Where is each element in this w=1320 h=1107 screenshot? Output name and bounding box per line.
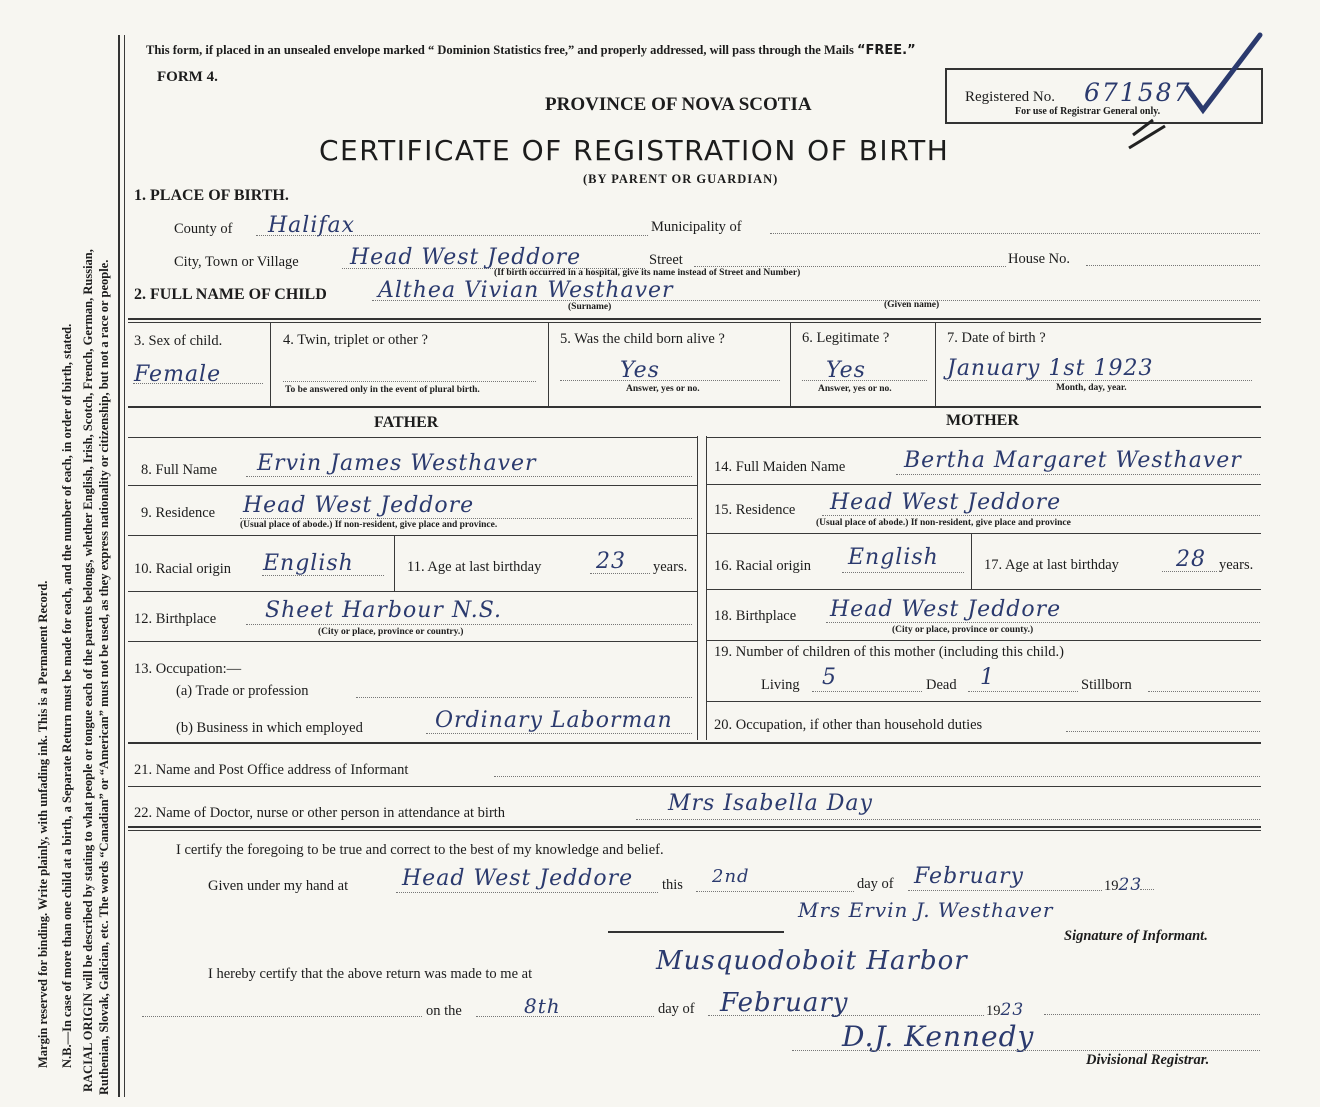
legitimate-label: 6. Legitimate ?: [802, 330, 890, 346]
father-residence-note: (Usual place of abode.) If non-resident, give place and province.: [240, 520, 498, 530]
twin-note: To be answered only in the event of plural birth.: [285, 385, 480, 395]
margin-rule-inner: [124, 35, 125, 1097]
father-racial-label: 10. Racial origin: [134, 561, 232, 577]
mother-residence-value: Head West Jeddore: [830, 490, 1062, 515]
registrar-month-value: February: [720, 988, 849, 1018]
house-label: House No.: [1008, 251, 1071, 267]
father-age-value: 23: [596, 549, 626, 574]
given-label: Given under my hand at: [208, 878, 349, 894]
certify-statement: I certify the foregoing to be true and correct to the best of my knowledge and belief.: [176, 842, 664, 858]
given-day-value: 2nd: [712, 866, 750, 887]
business-value: Ordinary Laborman: [435, 708, 673, 733]
checkmark-icon: [1125, 30, 1265, 150]
informant-signature-label: Signature of Informant.: [1064, 928, 1208, 944]
dob-value: January 1st 1923: [947, 356, 1154, 381]
informant-label: 21. Name and Post Office address of Informant: [134, 762, 409, 778]
mother-racial-label: 16. Racial origin: [714, 558, 812, 574]
father-name-value: Ervin James Westhaver: [257, 451, 537, 476]
living-value: 5: [822, 665, 837, 690]
child-name-value: Althea Vivian Westhaver: [378, 278, 674, 303]
mother-birthplace-value: Head West Jeddore: [830, 597, 1062, 622]
dob-label: 7. Date of birth ?: [947, 330, 1046, 346]
father-heading: FATHER: [374, 414, 439, 431]
page-title: CERTIFICATE OF REGISTRATION OF BIRTH: [319, 134, 950, 167]
mother-racial-value: English: [848, 545, 939, 570]
registrar-year: 1923: [986, 1000, 1025, 1020]
alive-note: Answer, yes or no.: [626, 384, 700, 394]
street-label: Street: [649, 252, 683, 268]
registered-label: Registered No.: [965, 89, 1055, 105]
municipality-label: Municipality of: [651, 219, 742, 235]
given-name-note: (Given name): [884, 300, 940, 310]
margin-note-binding: Margin reserved for binding. Write plainly, with unfading ink. This is a Permanent Record.: [36, 580, 50, 1068]
dob-note: Month, day, year.: [1056, 383, 1127, 393]
alive-value: Yes: [620, 358, 660, 383]
children-label: 19. Number of children of this mother (including this child.): [714, 644, 1064, 660]
mother-name-value: Bertha Margaret Westhaver: [904, 448, 1242, 473]
registrar-statement: I hereby certify that the above return was made to me at: [208, 966, 533, 982]
father-name-label: 8. Full Name: [141, 462, 218, 478]
margin-note-racial: RACIAL ORIGIN will be described by stating to what people or tongue each of the parents belongs, whether English, Irish, Scotch, French, German, Russian,: [81, 249, 95, 1092]
province-heading: PROVINCE OF NOVA SCOTIA: [545, 94, 812, 115]
this-label: this: [662, 877, 683, 893]
legitimate-note: Answer, yes or no.: [818, 384, 892, 394]
mother-birthplace-label: 18. Birthplace: [714, 608, 797, 624]
registrar-signature-label: Divisional Registrar.: [1086, 1052, 1210, 1068]
child-name-label: 2. FULL NAME OF CHILD: [134, 286, 327, 303]
registrar-day-label: day of: [658, 1001, 695, 1017]
city-label: City, Town or Village: [174, 254, 299, 270]
alive-label: 5. Was the child born alive ?: [560, 331, 725, 347]
registrar-place-value: Musquodoboit Harbor: [656, 946, 968, 976]
page-subtitle: (BY PARENT OR GUARDIAN): [583, 172, 779, 186]
dead-label: Dead: [926, 677, 957, 693]
given-year: 1923: [1104, 875, 1143, 895]
given-day-label: day of: [857, 876, 894, 892]
trade-label: (a) Trade or profession: [176, 683, 309, 699]
legitimate-value: Yes: [826, 358, 866, 383]
father-birthplace-label: 12. Birthplace: [134, 611, 217, 627]
doctor-label: 22. Name of Doctor, nurse or other person in attendance at birth: [134, 805, 506, 821]
mother-years: years.: [1219, 557, 1254, 573]
given-place-value: Head West Jeddore: [402, 866, 634, 891]
mother-occupation-label: 20. Occupation, if other than household duties: [714, 717, 983, 733]
mother-residence-note: (Usual place of abode.) If non-resident, give place and province: [816, 518, 1071, 528]
father-age-label: 11. Age at last birthday: [407, 559, 542, 575]
mother-birthplace-note: (City or place, province or county.): [892, 625, 1034, 635]
margin-rule: [118, 35, 120, 1097]
living-label: Living: [761, 677, 800, 693]
mother-name-label: 14. Full Maiden Name: [714, 459, 846, 475]
father-birthplace-note: (City or place, province or country.): [318, 627, 464, 637]
surname-note: (Surname): [568, 302, 612, 312]
form-number: FORM 4.: [157, 69, 218, 85]
father-occupation-label: 13. Occupation:—: [134, 661, 242, 677]
father-residence-value: Head West Jeddore: [243, 493, 475, 518]
place-heading: 1. PLACE OF BIRTH.: [134, 187, 289, 204]
given-month-value: February: [914, 864, 1024, 889]
mother-residence-label: 15. Residence: [714, 502, 796, 518]
dead-value: 1: [980, 665, 995, 690]
city-value: Head West Jeddore: [350, 245, 582, 270]
sex-value: Female: [134, 362, 222, 387]
registrar-on-label: on the: [426, 1003, 462, 1019]
father-years: years.: [653, 559, 688, 575]
registered-number: 671587: [1084, 78, 1192, 107]
county-label: County of: [174, 221, 233, 237]
father-racial-value: English: [263, 551, 354, 576]
margin-note-nb: N.B.—In case of more than one child at a birth, a Separate Return must be made for each, and the number of each, in order of birth, stated.: [60, 323, 74, 1068]
mother-age-value: 28: [1176, 547, 1206, 572]
doctor-value: Mrs Isabella Day: [668, 791, 873, 816]
sex-label: 3. Sex of child.: [134, 333, 223, 349]
registrar-signature: D.J. Kennedy: [842, 1020, 1035, 1053]
twin-label: 4. Twin, triplet or other ?: [283, 332, 428, 348]
county-value: Halifax: [268, 213, 356, 238]
father-residence-label: 9. Residence: [141, 505, 216, 521]
father-birthplace-value: Sheet Harbour N.S.: [265, 598, 503, 623]
mother-age-label: 17. Age at last birthday: [984, 557, 1119, 573]
registrar-note: For use of Registrar General only.: [1015, 106, 1161, 117]
mail-notice: This form, if placed in an unsealed envelope marked “ Dominion Statistics free,” and properly addressed, will pass through the Mails “FREE.”: [146, 43, 916, 58]
stillborn-label: Stillborn: [1081, 677, 1132, 693]
margin-note-racial-cont: Ruthenian, Slovak, Galician, etc. The words “Canadian” or “American” must not be used, as they express nationality or citizenship, but not a race or people.: [97, 259, 111, 1095]
registrar-day-value: 8th: [524, 994, 561, 1018]
informant-signature: Mrs Ervin J. Westhaver: [798, 898, 1054, 922]
hospital-note: (If birth occurred in a hospital, give its name instead of Street and Number): [494, 268, 801, 278]
business-label: (b) Business in which employed: [176, 720, 363, 736]
mother-heading: MOTHER: [946, 412, 1019, 429]
